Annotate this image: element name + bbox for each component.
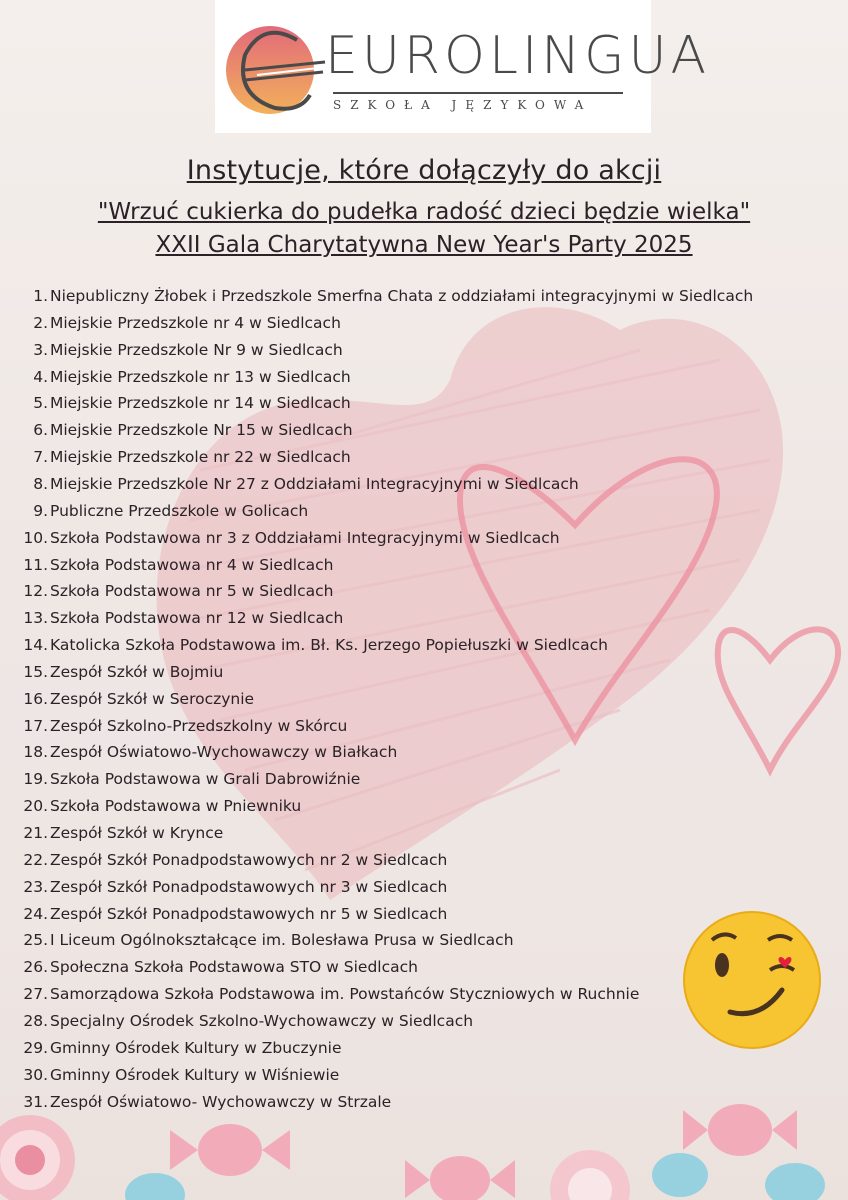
list-item	[0, 579, 333, 603]
list-item-name: Zespół Szkół w Bojmiu	[50, 662, 224, 681]
list-item-number: 7.	[33, 448, 48, 467]
list-item	[0, 1036, 342, 1060]
list-item	[0, 1009, 473, 1033]
list-item	[0, 714, 347, 738]
list-item-name: Szkoła Podstawowa nr 4 w Siedlcach	[50, 555, 334, 574]
list-item-name: Szkoła Podstawowa nr 3 z Oddziałami Integracyjnymi w Siedlcach	[50, 528, 560, 547]
list-item-number: 28.	[23, 1011, 48, 1030]
list-item	[0, 445, 351, 469]
list-item-name: Zespół Oświatowo- Wychowawczy w Strzale	[50, 1092, 392, 1111]
logo-brand: EUROLINGUA	[325, 26, 711, 86]
list-item-number: 25.	[23, 931, 48, 950]
list-item-number: 14.	[23, 636, 48, 655]
list-item	[0, 1063, 339, 1087]
list-item	[0, 391, 351, 415]
list-item	[0, 606, 343, 630]
list-item-name: Miejskie Przedszkole nr 22 w Siedlcach	[50, 448, 351, 467]
list-item-number: 15.	[23, 662, 48, 681]
list-item	[0, 660, 223, 684]
list-item-number: 30.	[23, 1065, 48, 1084]
list-item	[0, 284, 753, 308]
logo-divider	[333, 92, 623, 94]
list-item-name: Szkoła Podstawowa nr 12 w Siedlcach	[50, 609, 344, 628]
list-item-number: 4.	[33, 367, 48, 386]
list-item-number: 24.	[23, 904, 48, 923]
list-item-name: Miejskie Przedszkole Nr 27 z Oddziałami Integracyjnymi w Siedlcach	[50, 474, 579, 493]
list-item-name: I Liceum Ogólnokształcące im. Bolesława Prusa w Siedlcach	[50, 931, 514, 950]
list-item	[0, 338, 343, 362]
list-item-name: Katolicka Szkoła Podstawowa im. Bł. Ks. Jerzego Popiełuszki w Siedlcach	[50, 636, 609, 655]
campaign-title: "Wrzuć cukierka do pudełka radość dzieci będzie wielka"	[97, 199, 751, 225]
list-item-name: Zespół Szkół Ponadpodstawowych nr 2 w Siedlcach	[50, 850, 448, 869]
list-item-name: Zespół Szkół w Krynce	[50, 824, 224, 842]
list-item	[0, 526, 560, 550]
list-item-name: Publiczne Przedszkole w Golicach	[50, 501, 309, 520]
list-item-name: Zespół Szkolno-Przedszkolny w Skórcu	[50, 716, 348, 735]
list-item-number: 20.	[23, 797, 48, 816]
list-item	[0, 687, 254, 711]
list-item-number: 16.	[23, 689, 48, 708]
list-item	[0, 955, 418, 979]
list-item-name: Szkoła Podstawowa w Pniewniku	[50, 797, 302, 816]
list-item-number: 19.	[23, 770, 48, 789]
list-item-name: Miejskie Przedszkole nr 13 w Siedlcach	[50, 367, 351, 386]
list-item-name: Miejskie Przedszkole Nr 9 w Siedlcach	[50, 340, 343, 359]
logo-tagline: SZKOŁA JĘZYKOWA	[333, 98, 593, 112]
list-item-name: Niepubliczny Żłobek i Przedszkole Smerfna Chata z oddziałami integracyjnymi w Siedlcach	[50, 287, 754, 305]
list-item-number: 22.	[23, 850, 48, 869]
list-item	[0, 311, 341, 335]
list-item-name: Zespół Szkół Ponadpodstawowych nr 5 w Siedlcach	[50, 904, 448, 923]
list-item-number: 18.	[23, 743, 48, 762]
page-title: Instytucje, które dołączyły do akcji	[186, 155, 662, 186]
list-item-name: Szkoła Podstawowa nr 5 w Siedlcach	[50, 582, 334, 601]
list-item-name: Gminny Ośrodek Kultury w Wiśniewie	[50, 1065, 340, 1084]
list-item-number: 10.	[23, 528, 48, 547]
event-title: XXII Gala Charytatywna New Year's Party 2025	[155, 232, 693, 258]
list-item-number: 8.	[33, 474, 48, 493]
list-item	[0, 928, 514, 952]
list-item-number: 2.	[33, 313, 48, 332]
list-item-name: Specjalny Ośrodek Szkolno-Wychowawczy w Siedlcach	[50, 1011, 474, 1030]
list-item-name: Zespół Oświatowo-Wychowawczy w Białkach	[50, 743, 398, 762]
list-item	[0, 794, 301, 818]
list-item	[0, 767, 360, 791]
candies-icon	[0, 1104, 825, 1200]
list-item	[0, 982, 639, 1006]
list-item-name: Miejskie Przedszkole nr 4 w Siedlcach	[50, 313, 341, 332]
list-item-number: 27.	[23, 985, 48, 1004]
small-heart-icon	[718, 629, 838, 770]
list-item	[0, 499, 308, 523]
list-item	[0, 740, 397, 764]
list-item-number: 21.	[23, 824, 48, 842]
list-item	[0, 902, 447, 926]
list-item-number: 5.	[33, 394, 48, 413]
list-item	[0, 365, 351, 389]
list-item-number: 1.	[33, 287, 48, 305]
list-item-name: Szkoła Podstawowa w Grali Dabrowiźnie	[50, 770, 361, 789]
list-item	[0, 472, 579, 496]
list-item-number: 17.	[23, 716, 48, 735]
winking-emoji-icon	[684, 912, 820, 1048]
list-item-name: Zespół Szkół Ponadpodstawowych nr 3 w Siedlcach	[50, 877, 448, 896]
list-item-name: Miejskie Przedszkole Nr 15 w Siedlcach	[50, 421, 353, 440]
list-item-number: 29.	[23, 1038, 48, 1057]
list-item-number: 12.	[23, 582, 48, 601]
list-item-number: 31.	[23, 1092, 48, 1111]
list-item-name: Gminny Ośrodek Kultury w Zbuczynie	[50, 1038, 342, 1057]
list-item-number: 26.	[23, 958, 48, 977]
list-item-number: 6.	[33, 421, 48, 440]
list-item-name: Samorządowa Szkoła Podstawowa im. Powstańców Styczniowych w Ruchnie	[50, 985, 640, 1004]
list-item	[0, 633, 608, 657]
list-item	[0, 553, 333, 577]
list-item-number: 23.	[23, 877, 48, 896]
list-item	[0, 848, 447, 872]
list-item	[0, 875, 447, 899]
list-item-number: 11.	[23, 555, 48, 574]
list-item-name: Miejskie Przedszkole nr 14 w Siedlcach	[50, 394, 351, 413]
logo-panel	[215, 0, 711, 133]
list-item	[0, 418, 353, 442]
list-item-number: 9.	[33, 501, 48, 520]
list-item	[0, 821, 223, 845]
list-item-number: 3.	[33, 340, 48, 359]
list-item-number: 13.	[23, 609, 48, 628]
list-item	[0, 1090, 391, 1114]
list-item-name: Zespół Szkół w Seroczynie	[50, 689, 255, 708]
list-item-name: Społeczna Szkoła Podstawowa STO w Siedlcach	[50, 958, 418, 977]
